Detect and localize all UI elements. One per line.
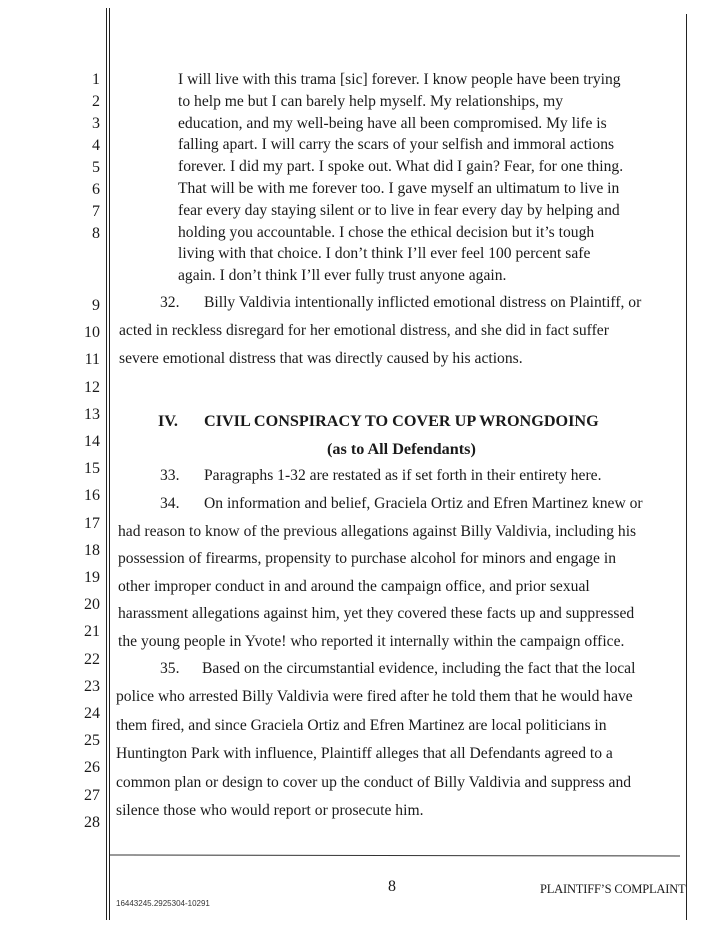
paragraph-line: other improper conduct in and around the campaign office, and prior sexual — [118, 577, 590, 595]
quote-line: That will be with me forever too. I gave myself an ultimatum to live in — [178, 180, 620, 197]
line-number: 10 — [84, 324, 100, 342]
document-id: 16443245.2925304-10291 — [116, 899, 210, 908]
footer-title: PLAINTIFF’S COMPLAINT — [540, 882, 686, 896]
footer-rule — [110, 855, 680, 857]
quote-line: living with that choice. I don’t think I’ll ever feel 100 percent safe — [178, 245, 591, 263]
line-number: 12 — [84, 378, 100, 396]
line-number: 5 — [92, 159, 100, 176]
section-subtitle: (as to All Defendants) — [327, 440, 476, 458]
paragraph-line: had reason to know of the previous allegations against Billy Valdivia, including his — [118, 522, 637, 540]
section-numeral: IV. — [158, 412, 178, 430]
line-number: 2 — [92, 93, 100, 110]
line-number: 15 — [84, 460, 100, 478]
line-number: 3 — [92, 115, 100, 132]
paragraph-number: 35. — [160, 660, 180, 677]
line-number: 28 — [84, 813, 100, 831]
line-number: 4 — [92, 137, 100, 154]
paragraph-number: 34. — [160, 495, 180, 512]
paragraph-line: severe emotional distress that was directly caused by his actions. — [119, 350, 523, 367]
quote-line: holding you accountable. I chose the ethical decision but it’s tough — [178, 223, 595, 241]
paragraph-line: Huntington Park with influence, Plaintiff alleges that all Defendants agreed to a — [116, 745, 613, 763]
paragraph-number: 33. — [160, 467, 180, 484]
paragraph-number: 32. — [160, 294, 180, 311]
quote-line: again. I don’t think I’ll ever fully trust anyone again. — [178, 267, 507, 285]
quote-line: education, and my well-being have all been compromised. My life is — [178, 114, 607, 132]
quote-line: falling apart. I will carry the scars of your selfish and immoral actions — [178, 136, 615, 154]
line-number: 25 — [84, 732, 100, 750]
paragraph-line: Based on the circumstantial evidence, including the fact that the local — [202, 660, 636, 677]
paragraph-line: possession of firearms, propensity to purchase alcohol for minors and engage in — [118, 550, 617, 568]
line-number: 23 — [84, 677, 100, 695]
quote-line: to help me but I can barely help myself. My relationships, my — [178, 92, 563, 110]
line-number: 8 — [92, 225, 100, 242]
line-number: 11 — [84, 351, 100, 369]
paragraph-line: police who arrested Billy Valdivia were fired after he told them that he would have — [116, 688, 633, 706]
line-number: 1 — [92, 71, 100, 88]
paragraph-line: them fired, and since Graciela Ortiz and Efren Martinez are local politicians in — [116, 716, 607, 734]
section-title: CIVIL CONSPIRACY TO COVER UP WRONGDOING — [204, 412, 599, 430]
line-number: 22 — [84, 650, 100, 668]
line-number: 9 — [92, 297, 100, 314]
paragraph-line: Billy Valdivia intentionally inflicted emotional distress on Plaintiff, or — [204, 294, 642, 311]
line-number: 21 — [84, 623, 100, 641]
line-number: 20 — [84, 596, 100, 614]
paragraph-line: common plan or design to cover up the conduct of Billy Valdivia and suppress and — [116, 773, 632, 791]
line-number: 18 — [84, 541, 100, 559]
quote-line: fear every day staying silent or to live in fear every day by helping and — [178, 201, 620, 219]
paragraph-line: harassment allegations against him, yet they covered these facts up and suppressed — [118, 605, 635, 623]
paragraph-line: silence those who would report or prosecute him. — [116, 802, 424, 819]
line-number: 17 — [84, 514, 100, 532]
line-number: 26 — [84, 759, 100, 777]
line-number: 13 — [84, 405, 100, 423]
quote-line: I will live with this trama [sic] forever. I know people have been trying — [178, 71, 621, 88]
paragraph-line: Paragraphs 1-32 are restated as if set forth in their entirety here. — [204, 467, 602, 484]
left-margin-rule-outer — [106, 8, 107, 920]
paragraph-line: the young people in Yvote! who reported it internally within the campaign office. — [118, 633, 625, 650]
right-margin-rule — [686, 14, 687, 920]
line-number: 7 — [92, 203, 100, 220]
line-number: 16 — [84, 487, 100, 505]
paragraph-line: On information and belief, Graciela Ortiz and Efren Martinez knew or — [204, 495, 643, 512]
left-margin-rule-inner — [109, 8, 110, 920]
page-number: 8 — [388, 878, 396, 895]
line-number: 19 — [84, 569, 100, 586]
quote-line: forever. I did my part. I spoke out. What did I gain? Fear, for one thing. — [178, 158, 624, 176]
line-number: 27 — [84, 786, 100, 804]
line-number: 24 — [84, 705, 100, 722]
line-number: 14 — [84, 433, 100, 450]
paragraph-line: acted in reckless disregard for her emotional distress, and she did in fact suffer — [119, 322, 609, 339]
line-number: 6 — [92, 181, 100, 198]
